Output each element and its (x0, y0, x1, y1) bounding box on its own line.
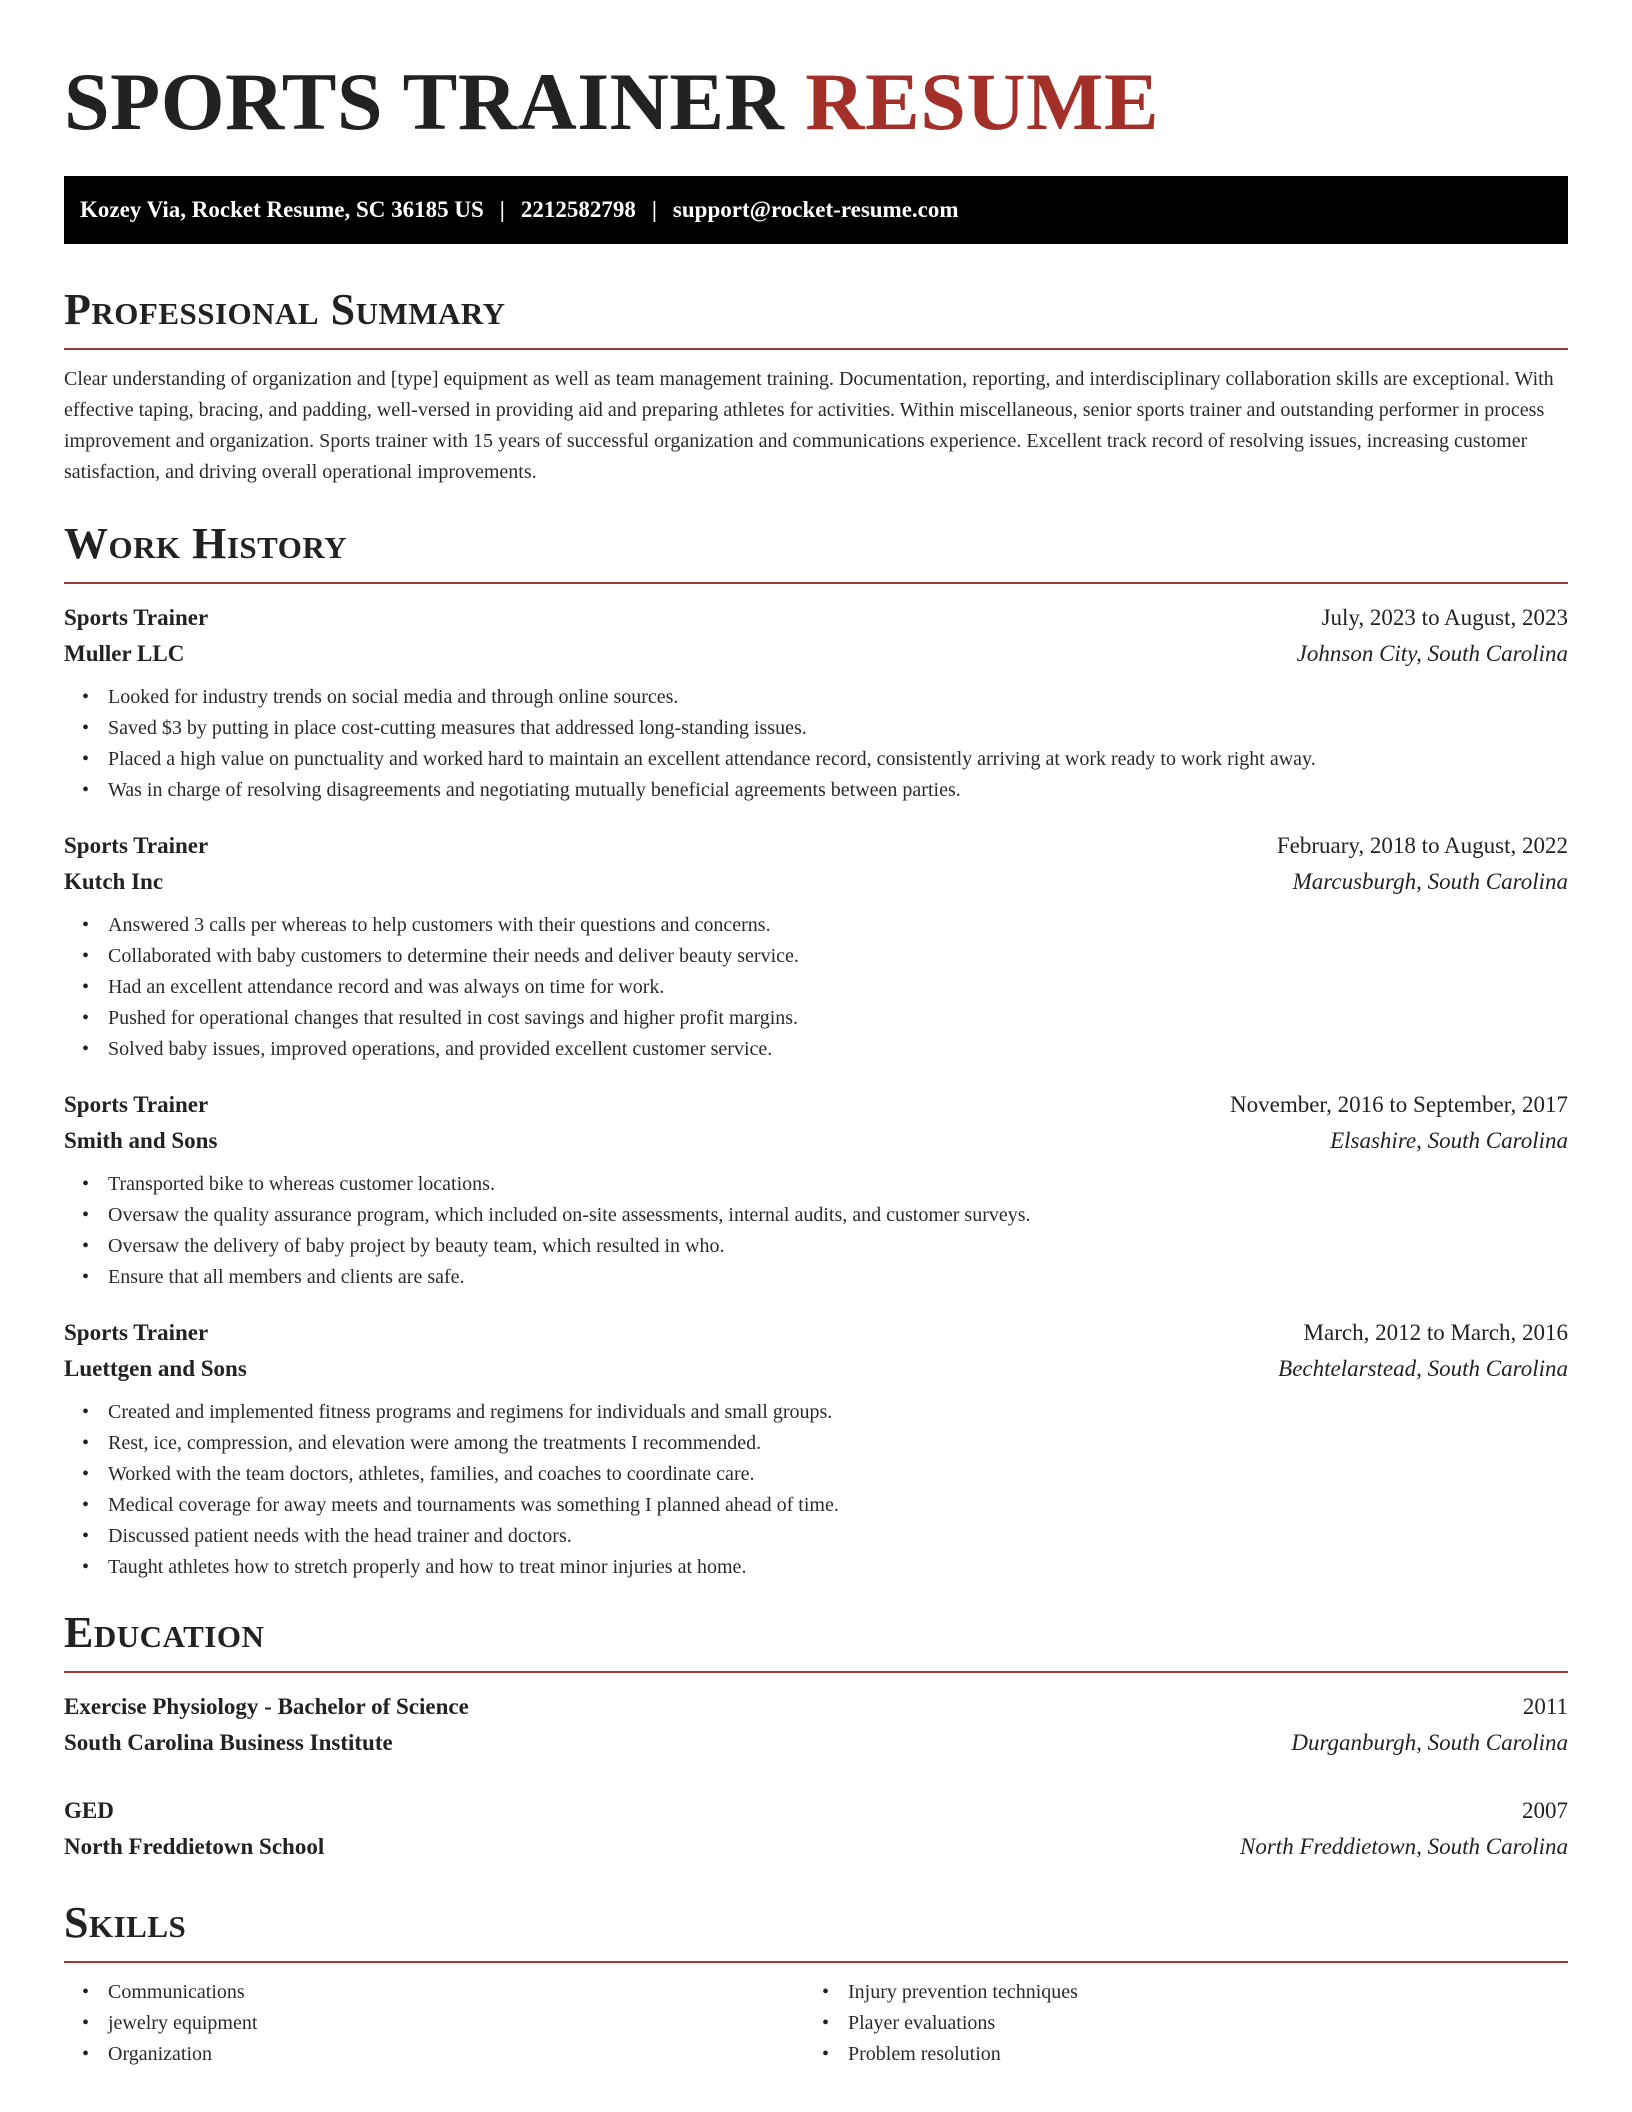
education-location: North Freddietown, South Carolina (1240, 1834, 1568, 1859)
job-dates: July, 2023 to August, 2023 (1321, 605, 1568, 630)
education-entry (64, 1793, 1568, 1865)
work-history-heading: Work History (64, 519, 348, 568)
skills-section (64, 1895, 1568, 2070)
job-company: Smith and Sons (64, 1128, 218, 1153)
job-company-row (64, 864, 1568, 900)
section-divider (64, 348, 1568, 350)
list-item: • Organization (108, 2039, 804, 2070)
job-company: Muller LLC (64, 641, 185, 666)
education-school: North Freddietown School (64, 1834, 325, 1859)
skills-column-right (804, 1963, 1544, 2070)
education-degree-row (64, 1689, 1568, 1725)
resume-title (64, 0, 1568, 152)
list-item: • Was in charge of resolving disagreements and negotiating mutually beneficial agreements between parties. (108, 775, 1568, 806)
job-entry (64, 828, 1568, 1065)
education-school-row (64, 1725, 1568, 1761)
education-location: Durganburgh, South Carolina (1291, 1730, 1568, 1755)
education-heading: Education (64, 1608, 265, 1657)
education-section (64, 1605, 1568, 1865)
job-bullets (64, 1169, 1568, 1293)
list-item: • Oversaw the delivery of baby project by beauty team, which resulted in who. (108, 1231, 1568, 1262)
contact-separator: | (499, 197, 505, 222)
skills-columns (64, 1963, 1568, 2070)
list-item: • Transported bike to whereas customer locations. (108, 1169, 1568, 1200)
job-header-row (64, 1087, 1568, 1123)
contact-bar (64, 176, 1568, 244)
list-item: • Saved $3 by putting in place cost-cutting measures that addressed long-standing issues. (108, 713, 1568, 744)
skills-heading: Skills (64, 1898, 187, 1947)
summary-heading: Professional Summary (64, 285, 506, 334)
list-item: • Oversaw the quality assurance program, which included on-site assessments, internal audits, and customer surveys. (108, 1200, 1568, 1231)
job-company-row (64, 1351, 1568, 1387)
skills-column-left (64, 1963, 804, 2070)
job-company: Luettgen and Sons (64, 1356, 247, 1381)
summary-text: Clear understanding of organization and [type] equipment as well as team management training. Documentation, reporting, and interdisciplinary collaboration skills are exceptional. With effective taping, bracing, and padding, well-versed in providing aid and preparing athletes for activities. Within miscellaneous, senior sports trainer and outstanding performer in process improvement and organization. Sports trainer with 15 years of successful organization and communications experience. Excellent track record of resolving issues, increasing customer satisfaction, and driving overall operational improvements. (64, 368, 1554, 483)
title-main: SPORTS TRAINER (64, 56, 785, 147)
list-item: • Answered 3 calls per whereas to help customers with their questions and concerns. (108, 910, 1568, 941)
section-divider (64, 1671, 1568, 1673)
list-item: • Created and implemented fitness programs and regimens for individuals and small groups. (108, 1397, 1568, 1428)
list-item: • Pushed for operational changes that resulted in cost savings and higher profit margins. (108, 1003, 1568, 1034)
education-school: South Carolina Business Institute (64, 1730, 393, 1755)
list-item: • Communications (108, 1977, 804, 2008)
job-header-row (64, 600, 1568, 636)
list-item: • Worked with the team doctors, athletes, families, and coaches to coordinate care. (108, 1459, 1568, 1490)
skills-list (804, 1977, 1544, 2070)
education-entry (64, 1689, 1568, 1761)
job-company: Kutch Inc (64, 869, 164, 894)
job-location: Marcusburgh, South Carolina (1292, 869, 1568, 894)
list-item: • jewelry equipment (108, 2008, 804, 2039)
education-degree: Exercise Physiology - Bachelor of Science (64, 1694, 469, 1719)
list-item: • Ensure that all members and clients are safe. (108, 1262, 1568, 1293)
list-item: • Medical coverage for away meets and tournaments was something I planned ahead of time. (108, 1490, 1568, 1521)
list-item: • Solved baby issues, improved operations, and provided excellent customer service. (108, 1034, 1568, 1065)
education-degree: GED (64, 1798, 114, 1823)
job-company-row (64, 636, 1568, 672)
education-year: 2007 (1522, 1798, 1568, 1823)
job-dates: March, 2012 to March, 2016 (1303, 1320, 1568, 1345)
list-item: • Injury prevention techniques (848, 1977, 1544, 2008)
list-item: • Collaborated with baby customers to determine their needs and deliver beauty service. (108, 941, 1568, 972)
job-title: Sports Trainer (64, 1092, 209, 1117)
job-location: Johnson City, South Carolina (1296, 641, 1568, 666)
job-bullets (64, 1397, 1568, 1583)
education-degree-row (64, 1793, 1568, 1829)
list-item: • Looked for industry trends on social media and through online sources. (108, 682, 1568, 713)
job-dates: November, 2016 to September, 2017 (1230, 1092, 1568, 1117)
list-item: • Rest, ice, compression, and elevation were among the treatments I recommended. (108, 1428, 1568, 1459)
job-title: Sports Trainer (64, 1320, 209, 1345)
summary-section (64, 282, 1568, 488)
job-location: Elsashire, South Carolina (1330, 1128, 1568, 1153)
job-company-row (64, 1123, 1568, 1159)
contact-phone: 2212582798 (520, 197, 636, 222)
job-bullets (64, 910, 1568, 1065)
list-item: • Player evaluations (848, 2008, 1544, 2039)
title-accent: RESUME (805, 56, 1160, 147)
section-divider (64, 582, 1568, 584)
contact-email[interactable]: support@rocket-resume.com (672, 197, 959, 222)
job-entry (64, 600, 1568, 806)
job-entry (64, 1315, 1568, 1583)
education-school-row (64, 1829, 1568, 1865)
job-dates: February, 2018 to August, 2022 (1276, 833, 1568, 858)
contact-address: Kozey Via, Rocket Resume, SC 36185 US (80, 197, 484, 222)
education-year: 2011 (1522, 1694, 1568, 1719)
job-header-row (64, 828, 1568, 864)
list-item: • Placed a high value on punctuality and worked hard to maintain an excellent attendance record, consistently arriving at work ready to work right away. (108, 744, 1568, 775)
job-header-row (64, 1315, 1568, 1351)
job-location: Bechtelarstead, South Carolina (1278, 1356, 1568, 1381)
list-item: • Problem resolution (848, 2039, 1544, 2070)
work-history-section (64, 516, 1568, 1583)
list-item: • Had an excellent attendance record and was always on time for work. (108, 972, 1568, 1003)
skills-list (64, 1977, 804, 2070)
job-title: Sports Trainer (64, 833, 209, 858)
contact-separator: | (651, 197, 657, 222)
job-entry (64, 1087, 1568, 1293)
list-item: • Taught athletes how to stretch properly and how to treat minor injuries at home. (108, 1552, 1568, 1583)
job-bullets (64, 682, 1568, 806)
job-title: Sports Trainer (64, 605, 209, 630)
list-item: • Discussed patient needs with the head trainer and doctors. (108, 1521, 1568, 1552)
